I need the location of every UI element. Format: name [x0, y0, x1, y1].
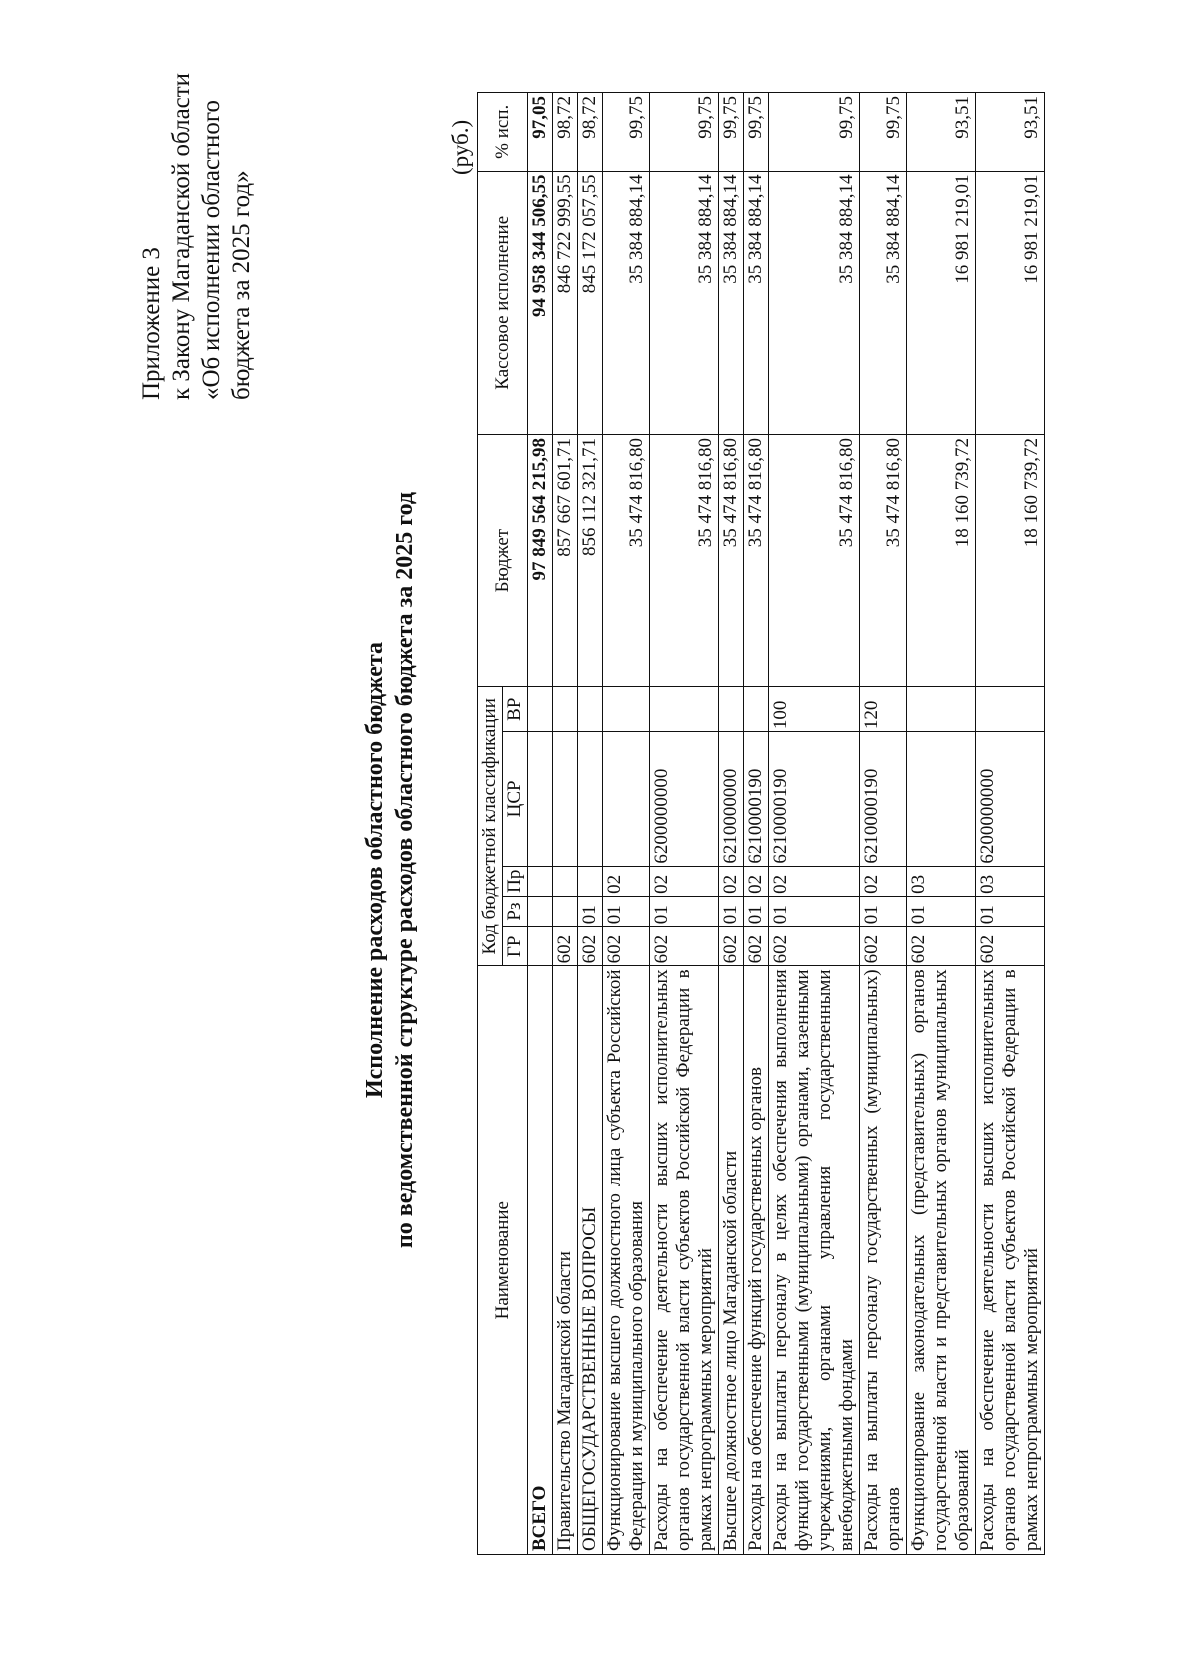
- row-pr: 03: [976, 866, 1045, 896]
- row-vr: [578, 687, 603, 732]
- row-gr: [528, 927, 553, 966]
- row-vr: [907, 687, 976, 732]
- document-title: [360, 155, 420, 1585]
- row-csr: 6210000190: [769, 732, 860, 867]
- row-rz: 01: [578, 896, 603, 926]
- row-csr: [578, 732, 603, 867]
- row-csr: 6210000190: [860, 732, 907, 867]
- table-row: [719, 93, 744, 1555]
- row-gr: 602: [976, 927, 1045, 966]
- row-cash: 35 384 884,14: [769, 171, 860, 434]
- row-budget: 35 474 816,80: [860, 434, 907, 686]
- row-pr: [578, 866, 603, 896]
- header-gr: ГР: [503, 927, 528, 966]
- row-vr: [744, 687, 769, 732]
- row-cash: 846 722 999,55: [553, 171, 578, 434]
- row-cash: 35 384 884,14: [650, 171, 719, 434]
- row-budget: 35 474 816,80: [603, 434, 650, 686]
- row-pct: 99,75: [769, 93, 860, 172]
- row-pct: 97,05: [528, 93, 553, 172]
- table-row: [907, 93, 976, 1555]
- table-row: [650, 93, 719, 1555]
- table-row: [603, 93, 650, 1555]
- budget-table: [477, 92, 1045, 1555]
- header-name: Наименование: [478, 966, 528, 1555]
- row-csr: [907, 732, 976, 867]
- row-name: ВСЕГО: [528, 966, 553, 1555]
- row-pr: 02: [603, 866, 650, 896]
- row-rz: [553, 896, 578, 926]
- row-budget: 35 474 816,80: [719, 434, 744, 686]
- row-rz: 01: [907, 896, 976, 926]
- header-rz: Рз: [503, 896, 528, 926]
- row-rz: 01: [744, 896, 769, 926]
- row-pct: 99,75: [719, 93, 744, 172]
- row-cash: 35 384 884,14: [603, 171, 650, 434]
- row-name: Высшее должностное лицо Магаданской области: [719, 966, 744, 1555]
- header-vr: ВР: [503, 687, 528, 732]
- header-cash: Кассовое исполнение: [478, 171, 528, 434]
- row-name: Расходы на обеспечение функций государственных органов: [744, 966, 769, 1555]
- header-code-group: Код бюджетной классификации: [478, 687, 503, 966]
- row-vr: [650, 687, 719, 732]
- appendix-line: [197, 100, 227, 400]
- row-name: ОБЩЕГОСУДАРСТВЕННЫЕ ВОПРОСЫ: [578, 966, 603, 1555]
- row-pct: 99,75: [744, 93, 769, 172]
- row-vr: [528, 687, 553, 732]
- table-row: [976, 93, 1045, 1555]
- row-name: Правительство Магаданской области: [553, 966, 578, 1555]
- title-line: по ведомственной структуре расходов областного бюджета за 2025 год: [392, 491, 418, 1249]
- row-rz: 01: [650, 896, 719, 926]
- row-cash: 16 981 219,01: [907, 171, 976, 434]
- row-pr: 02: [769, 866, 860, 896]
- appendix-line: к Закону Магаданской области: [168, 72, 195, 400]
- row-budget: 35 474 816,80: [769, 434, 860, 686]
- unit-label: (руб.): [448, 119, 473, 175]
- row-gr: 602: [650, 927, 719, 966]
- table-row: [744, 93, 769, 1555]
- row-gr: 602: [578, 927, 603, 966]
- row-pr: 02: [719, 866, 744, 896]
- row-name: Функционирование законодательных (представительных) органов государственной власти и представительных органов муниципальных образований: [907, 966, 976, 1555]
- row-budget: 35 474 816,80: [650, 434, 719, 686]
- row-pct: 99,75: [650, 93, 719, 172]
- table-row: [578, 93, 603, 1555]
- header-pct: % исп.: [478, 93, 528, 172]
- row-pct: 98,72: [553, 93, 578, 172]
- row-vr: [719, 687, 744, 732]
- appendix-note: [137, 72, 257, 400]
- appendix-line: бюджета за 2025 год»: [228, 170, 255, 400]
- row-gr: 602: [769, 927, 860, 966]
- appendix-line: Приложение 3: [138, 247, 165, 400]
- row-pr: 02: [744, 866, 769, 896]
- row-cash: 35 384 884,14: [719, 171, 744, 434]
- row-csr: [603, 732, 650, 867]
- row-gr: 602: [860, 927, 907, 966]
- row-rz: 01: [769, 896, 860, 926]
- row-gr: 602: [603, 927, 650, 966]
- appendix-word: исполнении: [198, 223, 225, 352]
- row-gr: 602: [719, 927, 744, 966]
- row-pct: 99,75: [860, 93, 907, 172]
- row-rz: 01: [976, 896, 1045, 926]
- row-name: Расходы на выплаты персоналу государственных (муниципальных) органов: [860, 966, 907, 1555]
- row-cash: 35 384 884,14: [860, 171, 907, 434]
- row-budget: 18 160 739,72: [976, 434, 1045, 686]
- table-row: [769, 93, 860, 1555]
- row-csr: 6200000000: [650, 732, 719, 867]
- header-pr: Пр: [503, 866, 528, 896]
- row-cash: 845 172 057,55: [578, 171, 603, 434]
- header-row: [478, 93, 503, 1555]
- table-row: [860, 93, 907, 1555]
- header-csr: ЦСР: [503, 732, 528, 867]
- row-vr: 100: [769, 687, 860, 732]
- row-vr: [976, 687, 1045, 732]
- row-pr: [553, 866, 578, 896]
- row-pct: 93,51: [907, 93, 976, 172]
- row-rz: [528, 896, 553, 926]
- table-row: [553, 93, 578, 1555]
- row-vr: [553, 687, 578, 732]
- row-cash: 94 958 344 506,55: [528, 171, 553, 434]
- appendix-word: «Об: [198, 356, 225, 400]
- row-gr: 602: [907, 927, 976, 966]
- row-csr: 6200000000: [976, 732, 1045, 867]
- row-csr: 6210000000: [719, 732, 744, 867]
- row-budget: 97 849 564 215,98: [528, 434, 553, 686]
- row-cash: 16 981 219,01: [976, 171, 1045, 434]
- row-budget: 857 667 601,71: [553, 434, 578, 686]
- appendix-word: областного: [198, 100, 225, 219]
- row-pct: 93,51: [976, 93, 1045, 172]
- row-gr: 602: [744, 927, 769, 966]
- row-vr: [603, 687, 650, 732]
- row-name: Расходы на обеспечение деятельности высших исполнительных органов государственной власти субъектов Российской Федерации в рамках непрограммных мероприятий: [650, 966, 719, 1555]
- row-rz: 01: [603, 896, 650, 926]
- row-pct: 98,72: [578, 93, 603, 172]
- header-budget: Бюджет: [478, 434, 528, 686]
- row-budget: 18 160 739,72: [907, 434, 976, 686]
- row-budget: 856 112 321,71: [578, 434, 603, 686]
- row-gr: 602: [553, 927, 578, 966]
- row-csr: [553, 732, 578, 867]
- row-csr: 6210000190: [744, 732, 769, 867]
- row-pr: 02: [860, 866, 907, 896]
- row-name: Функционирование высшего должностного лица субъекта Российской Федерации и муниципального образования: [603, 966, 650, 1555]
- title-line: Исполнение расходов областного бюджета: [362, 641, 388, 1099]
- row-budget: 35 474 816,80: [744, 434, 769, 686]
- table-row: [528, 93, 553, 1555]
- row-csr: [528, 732, 553, 867]
- row-rz: 01: [860, 896, 907, 926]
- row-pr: [528, 866, 553, 896]
- row-pr: 02: [650, 866, 719, 896]
- row-name: Расходы на обеспечение деятельности высших исполнительных органов государственной власти субъектов Российской Федерации в рамках непрограммных мероприятий: [976, 966, 1045, 1555]
- row-pr: 03: [907, 866, 976, 896]
- row-name: Расходы на выплаты персоналу в целях обеспечения выполнения функций государственными (муниципальными) органами, казенными учреждениями, органами управления государственными внебюджетными фондами: [769, 966, 860, 1555]
- row-cash: 35 384 884,14: [744, 171, 769, 434]
- row-pct: 99,75: [603, 93, 650, 172]
- row-vr: 120: [860, 687, 907, 732]
- row-rz: 01: [719, 896, 744, 926]
- rotated-page: [95, 72, 1105, 1585]
